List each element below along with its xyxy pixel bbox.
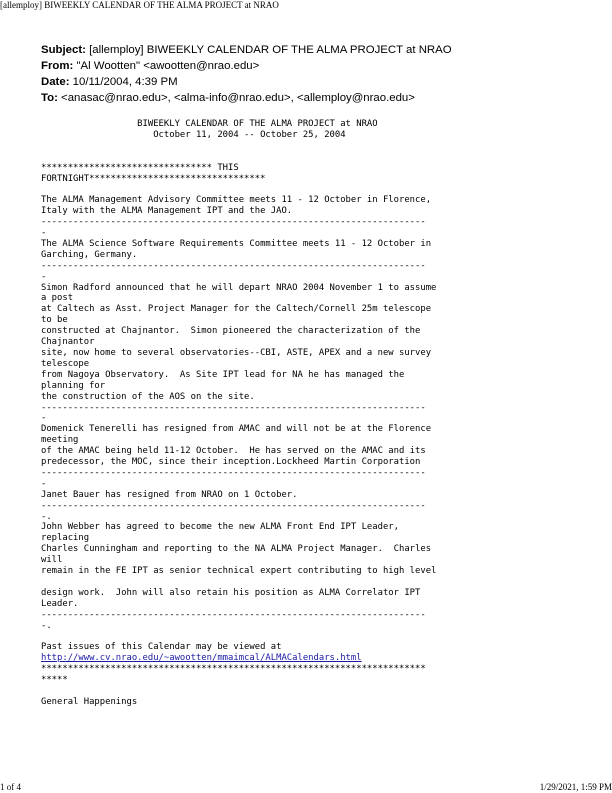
body-line: John Webber has agreed to become the new ALMA Front End IPT Leader, (41, 522, 399, 533)
body-line: - (41, 478, 47, 489)
calendar-archive-link[interactable]: http://www.cv.nrao.edu/~awootten/mmaimcal/ALMACalendars.html (41, 653, 362, 664)
body-line (41, 141, 441, 152)
body-line: ------------------------------------------------------------------------ (41, 609, 426, 620)
body-line: October 11, 2004 -- October 25, 2004 (41, 129, 346, 140)
body-line: ------------------------------------------------------------------------ (41, 402, 426, 413)
from-label: From: (41, 60, 74, 72)
body-line: Past issues of this Calendar may be viewed at (41, 642, 282, 653)
body-lines (41, 119, 441, 653)
print-header-title: [allemploy] BIWEEKLY CALENDAR OF THE ALMA PROJECT at NRAO (0, 0, 279, 10)
body-line (41, 152, 441, 163)
to-label: To: (41, 92, 58, 104)
body-line: to be (41, 315, 68, 326)
body-line: The ALMA Management Advisory Committee meets 11 - 12 October in Florence, (41, 195, 432, 206)
email-body (41, 119, 441, 708)
body-line: Janet Bauer has resigned from NRAO on 1 October. (41, 489, 298, 500)
body-line: Domenick Tenerelli has resigned from AMAC and will not be at the Florence (41, 424, 432, 435)
date-row (41, 74, 581, 90)
subject-value: [allemploy] BIWEEKLY CALENDAR OF THE ALMA PROJECT at NRAO (89, 44, 452, 56)
body-line: ------------------------------------------------------------------------ (41, 467, 426, 478)
body-line: Italy with the ALMA Management IPT and the JAO. (41, 206, 293, 217)
date-value: 10/11/2004, 4:39 PM (72, 76, 178, 88)
body-line (41, 632, 441, 643)
body-line: BIWEEKLY CALENDAR OF THE ALMA PROJECT at NRAO (41, 119, 378, 129)
body-line: telescope (41, 358, 90, 369)
subject-row (41, 42, 581, 58)
body-line: the construction of the AOS on the site. (41, 391, 255, 402)
body-line: of the AMAC being held 11-12 October. He has served on the AMAC and its (41, 446, 426, 457)
body-line: predecessor, the MOC, since their inception.Lockheed Martin Corporation (41, 457, 421, 468)
print-footer (0, 782, 612, 793)
body-line: Chajnantor (41, 337, 95, 348)
body-line (41, 184, 441, 195)
body-line: meeting (41, 435, 79, 446)
email-headers (41, 42, 581, 106)
body-line: a post (41, 293, 74, 304)
body-line: Leader. (41, 598, 79, 609)
from-value: "Al Wootten" <awootten@nrao.edu> (76, 60, 260, 72)
body-line: will (41, 555, 63, 566)
body-line: The ALMA Science Software Requirements Committee meets 11 - 12 October in (41, 238, 432, 249)
body-line: from Nagoya Observatory. As Site IPT lead for NA he has managed the (41, 369, 405, 380)
body-line: Garching, Germany. (41, 249, 138, 260)
subject-label: Subject: (41, 44, 86, 56)
body-line: at Caltech as Asst. Project Manager for the Caltech/Cornell 25m telescope (41, 304, 432, 315)
body-line: - (41, 228, 47, 239)
body-line: Charles Cunningham and reporting to the NA ALMA Project Manager. Charles (41, 544, 432, 555)
body-line: - (41, 413, 47, 424)
to-row (41, 90, 581, 106)
body-line: ------------------------------------------------------------------------ (41, 260, 426, 271)
from-row (41, 58, 581, 74)
body-tail-lines (41, 664, 441, 708)
body-line (41, 577, 441, 588)
body-line (41, 686, 441, 697)
body-line: General Happenings (41, 696, 138, 707)
body-line: planning for (41, 380, 106, 391)
body-line: ------------------------------------------------------------------------ (41, 217, 426, 228)
body-line: FORTNIGHT********************************* (41, 173, 266, 184)
body-line: design work. John will also retain his position as ALMA Correlator IPT (41, 587, 421, 598)
body-line: replacing (41, 533, 90, 544)
body-line: -. (41, 511, 52, 522)
to-value: <anasac@nrao.edu>, <alma-info@nrao.edu>, <allemploy@nrao.edu> (61, 92, 415, 104)
body-line: constructed at Chajnantor. Simon pioneered the characterization of the (41, 326, 421, 337)
page-number: 1 of 4 (0, 782, 21, 792)
body-line: - (41, 271, 47, 282)
body-line: ************************************************************************ (41, 664, 426, 675)
print-timestamp: 1/29/2021, 1:59 PM (539, 782, 612, 792)
body-line: Simon Radford announced that he will depart NRAO 2004 November 1 to assume (41, 282, 437, 293)
body-line: -. (41, 620, 52, 631)
body-line: site, now home to several observatories--CBI, ASTE, APEX and a new survey (41, 347, 432, 358)
body-line: ------------------------------------------------------------------------ (41, 500, 426, 511)
date-label: Date: (41, 76, 70, 88)
body-line: ***** (41, 675, 68, 686)
body-line: ******************************** THIS (41, 162, 239, 173)
body-line: remain in the FE IPT as senior technical expert contributing to high level (41, 566, 437, 577)
